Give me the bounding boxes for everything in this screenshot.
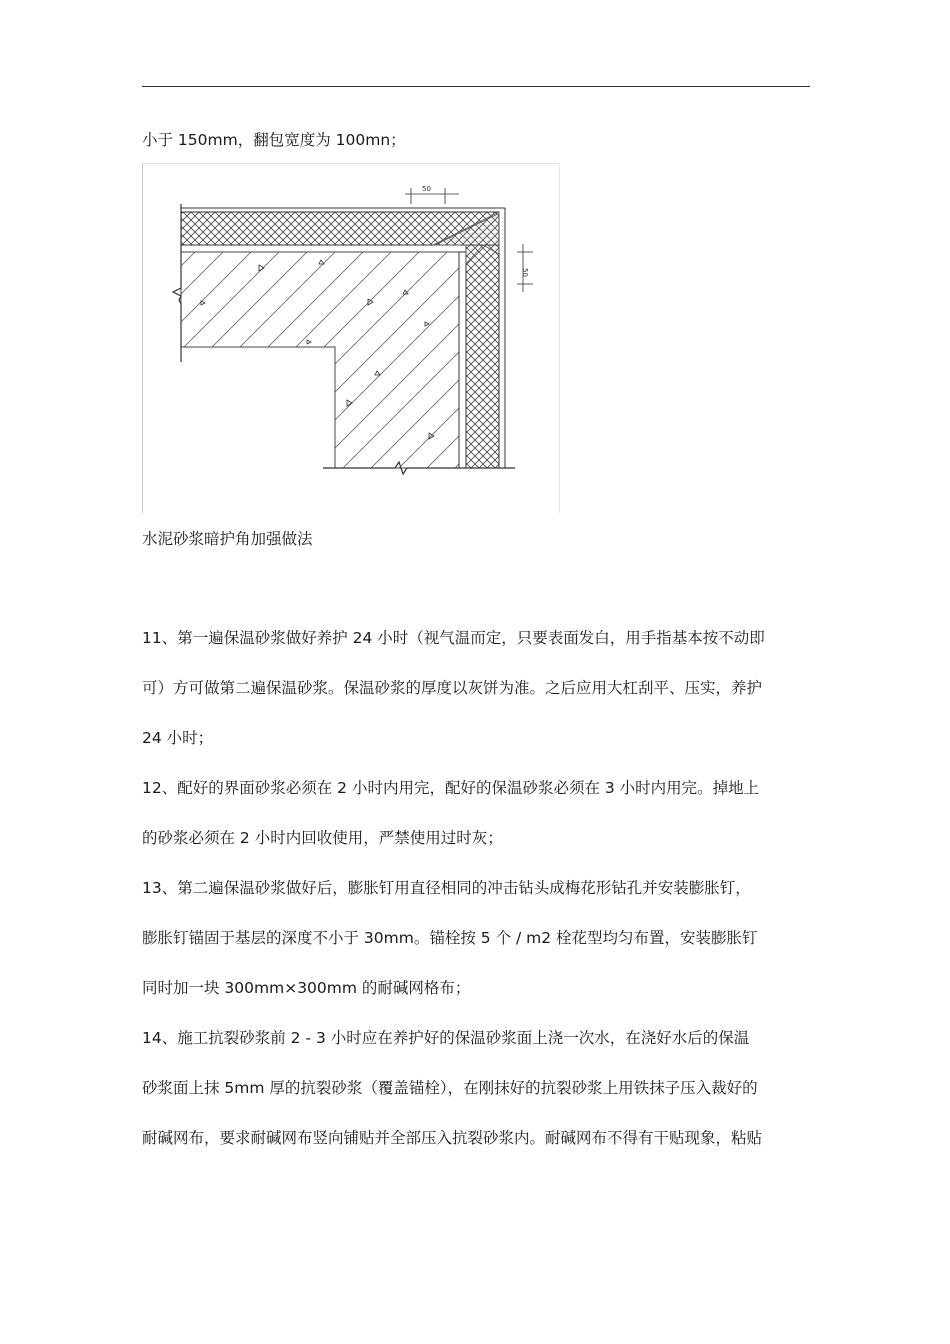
header-rule	[142, 86, 810, 87]
corner-detail-figure	[142, 163, 560, 513]
paragraph-14-line-1: 14、施工抗裂砂浆前 2 - 3 小时应在养护好的保温砂浆面上浇一次水，在浇好水后的保温	[142, 1029, 750, 1047]
dimension-top-label: 50	[422, 185, 431, 193]
figure-caption: 水泥砂浆暗护角加强做法	[142, 530, 313, 548]
dimension-right-label: 50	[521, 268, 529, 277]
corner-detail-drawing	[143, 164, 559, 512]
paragraph-12-line-1: 12、配好的界面砂浆必须在 2 小时内用完，配好的保温砂浆必须在 3 小时内用完。掉地上	[142, 779, 760, 797]
text-line-top-fragment: 小于 150mm，翻包宽度为 100mn；	[142, 131, 406, 149]
paragraph-11-line-2: 可）方可做第二遍保温砂浆。保温砂浆的厚度以灰饼为准。之后应用大杠刮平、压实，养护	[142, 679, 763, 697]
paragraph-13-line-1: 13、第二遍保温砂浆做好后，膨胀钉用直径相同的冲击钻头成梅花形钻孔并安装膨胀钉，	[142, 879, 751, 897]
paragraph-11-line-1: 11、第一遍保温砂浆做好养护 24 小时（视气温而定，只要表面发白，用手指基本按不动即	[142, 629, 765, 647]
insulation-right	[466, 245, 499, 468]
paragraph-13-line-2: 膨胀钉锚固于基层的深度不小于 30mm。锚栓按 5 个 / m2 栓花型均匀布置，安装膨胀钉	[142, 929, 758, 947]
concrete-body	[181, 252, 459, 468]
dimension-top	[405, 188, 459, 204]
paragraph-11-line-3: 24 小时；	[142, 729, 214, 747]
paragraph-13-line-3: 同时加一块 300mm×300mm 的耐碱网格布；	[142, 979, 471, 997]
break-line-left	[173, 204, 181, 362]
paragraph-14-line-3: 耐碱网布，要求耐碱网布竖向铺贴并全部压入抗裂砂浆内。耐碱网布不得有干贴现象，粘贴	[142, 1129, 763, 1147]
paragraph-12-line-2: 的砂浆必须在 2 小时内回收使用，严禁使用过时灰；	[142, 829, 503, 847]
paragraph-14-line-2: 砂浆面上抹 5mm 厚的抗裂砂浆（覆盖锚栓），在刚抹好的抗裂砂浆上用铁抹子压入裁好的	[142, 1079, 758, 1097]
